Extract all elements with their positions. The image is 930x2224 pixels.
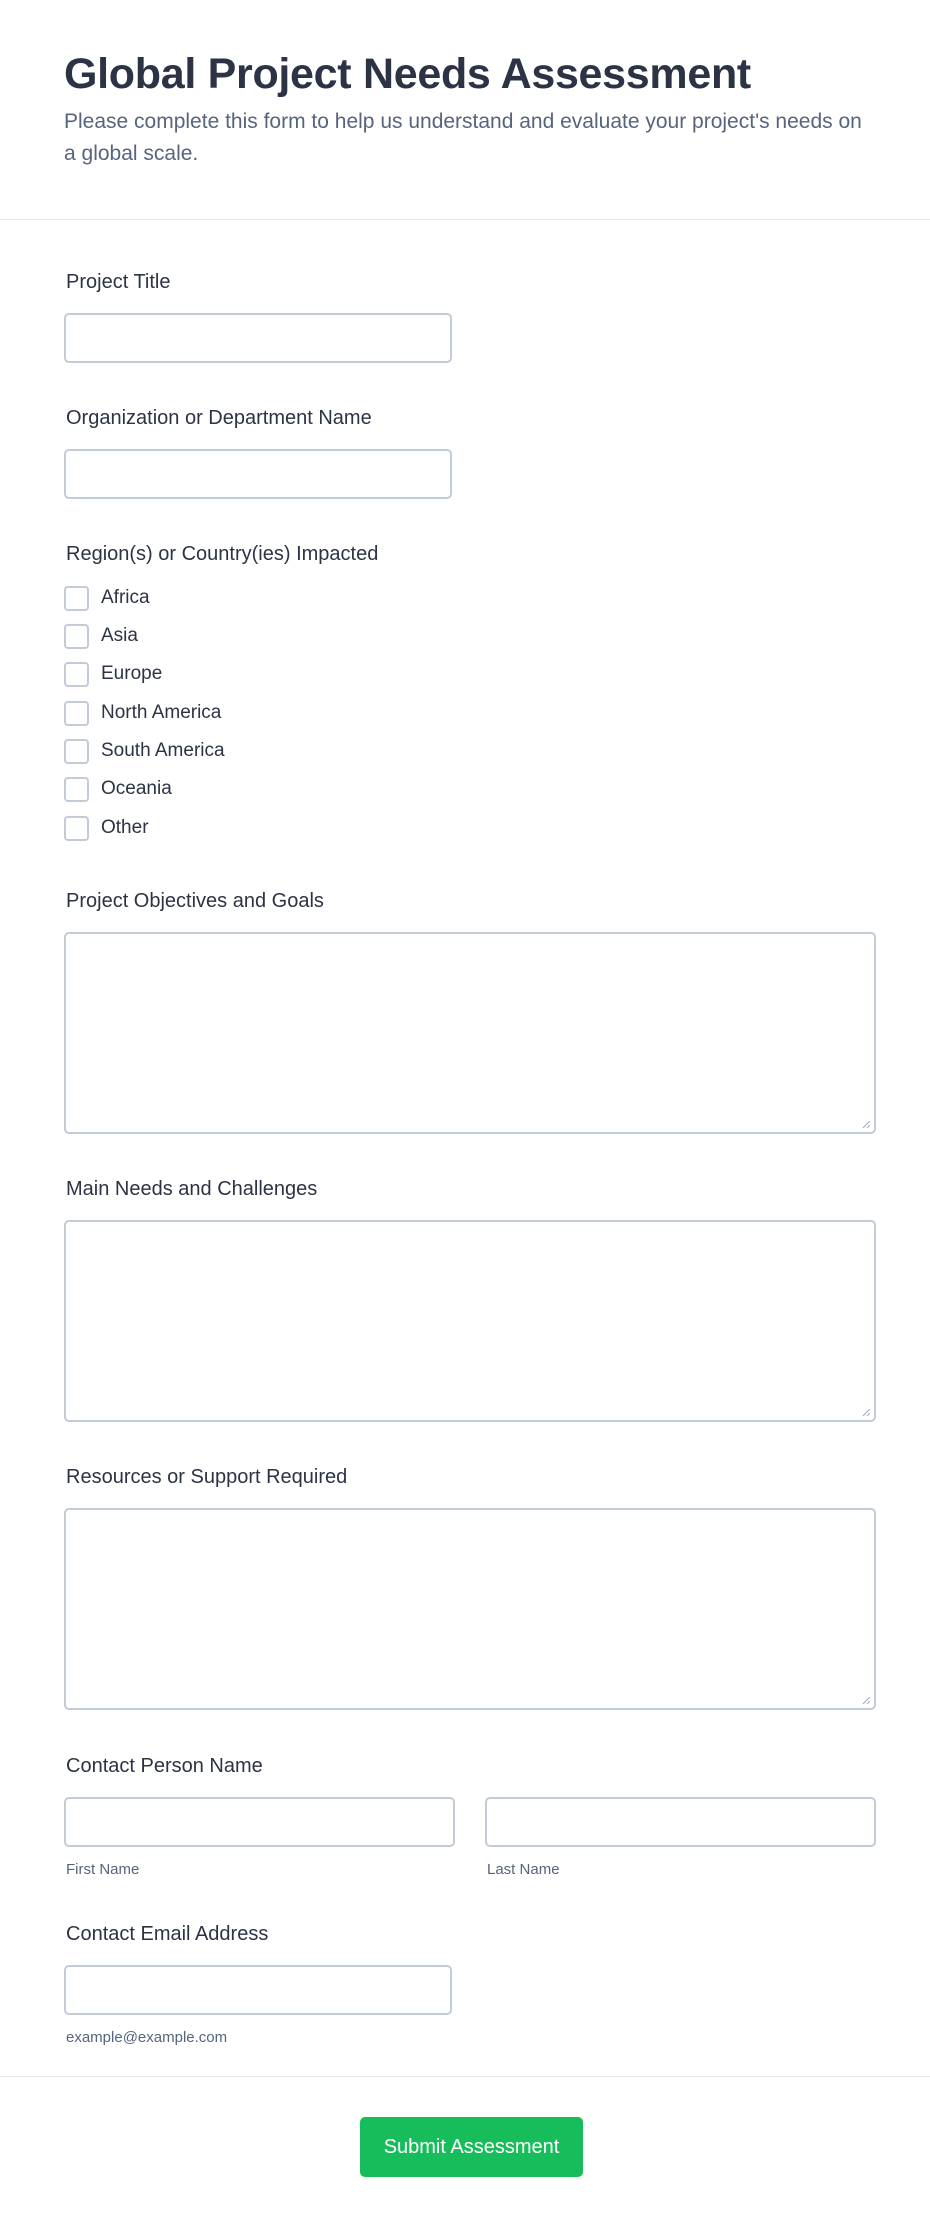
project-title-label: Project Title	[66, 271, 171, 293]
checkbox-label: Asia	[101, 625, 138, 646]
resources-textarea[interactable]	[64, 1508, 876, 1710]
checkbox[interactable]	[64, 586, 89, 611]
checkbox-option-other[interactable]	[64, 815, 149, 841]
submit-button[interactable]: Submit Assessment	[360, 2117, 583, 2177]
checkbox[interactable]	[64, 777, 89, 802]
form-footer	[0, 2076, 930, 2224]
organization-label: Organization or Department Name	[66, 407, 372, 429]
checkbox-option-africa[interactable]	[64, 585, 150, 611]
email-input-wrapper	[64, 1965, 452, 2015]
resize-handle-icon[interactable]	[861, 1407, 871, 1417]
first-name-sublabel: First Name	[66, 1861, 140, 1878]
first-name-input-wrapper	[64, 1797, 455, 1847]
objectives-textarea[interactable]	[64, 932, 876, 1134]
checkbox-option-asia[interactable]	[64, 623, 138, 649]
project-title-input-wrapper	[64, 313, 452, 363]
checkbox[interactable]	[64, 816, 89, 841]
checkbox-option-oceania[interactable]	[64, 776, 172, 802]
contact-name-label: Contact Person Name	[66, 1755, 263, 1777]
checkbox-label: Europe	[101, 663, 163, 684]
checkbox-option-south-america[interactable]	[64, 738, 225, 764]
first-name-input[interactable]	[66, 1799, 453, 1845]
last-name-input[interactable]	[487, 1799, 874, 1845]
objectives-label: Project Objectives and Goals	[66, 890, 324, 912]
form-header	[0, 0, 930, 220]
checkbox[interactable]	[64, 662, 89, 687]
resources-label: Resources or Support Required	[66, 1466, 348, 1488]
resize-handle-icon[interactable]	[861, 1695, 871, 1705]
last-name-input-wrapper	[485, 1797, 876, 1847]
checkbox-option-europe[interactable]	[64, 661, 162, 687]
checkbox[interactable]	[64, 701, 89, 726]
needs-label: Main Needs and Challenges	[66, 1178, 318, 1200]
contact-email-label: Contact Email Address	[66, 1923, 269, 1945]
checkbox-option-north-america[interactable]	[64, 700, 221, 726]
page-title: Global Project Needs Assessment	[64, 50, 751, 98]
last-name-sublabel: Last Name	[487, 1861, 560, 1878]
email-sublabel: example@example.com	[66, 2029, 228, 2046]
organization-input-wrapper	[64, 449, 452, 499]
email-field[interactable]	[66, 1967, 450, 2013]
checkbox[interactable]	[64, 624, 89, 649]
checkbox[interactable]	[64, 739, 89, 764]
checkbox-label: South America	[101, 740, 225, 761]
regions-label: Region(s) or Country(ies) Impacted	[66, 543, 379, 565]
page-subtitle: Please complete this form to help us understand and evaluate your project's needs on a global scale.	[64, 110, 862, 165]
organization-input[interactable]	[66, 451, 450, 497]
checkbox-label: Other	[101, 817, 149, 838]
needs-textarea[interactable]	[64, 1220, 876, 1422]
resize-handle-icon[interactable]	[861, 1119, 871, 1129]
checkbox-label: Oceania	[101, 778, 172, 799]
checkbox-label: North America	[101, 702, 222, 723]
checkbox-label: Africa	[101, 587, 150, 608]
project-title-input[interactable]	[66, 315, 450, 361]
